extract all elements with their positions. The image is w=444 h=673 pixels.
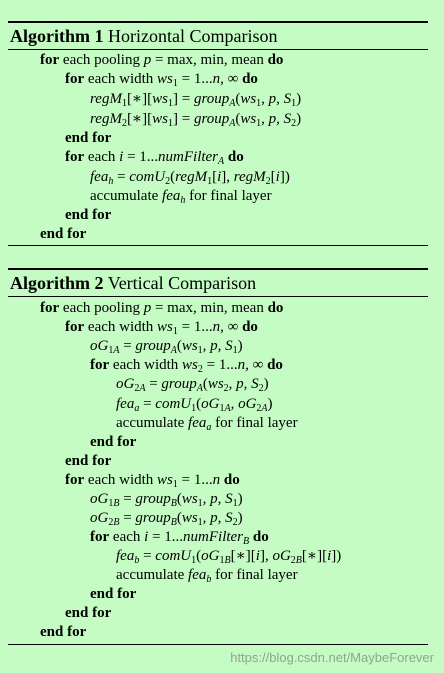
title-rule <box>8 296 428 297</box>
line-code: $oG_{1B}$ = $group_B(ws_1$, p, $S_1$) <box>90 491 243 509</box>
line-code: accumulate fea$_h$ for final layer <box>90 188 272 206</box>
line-code: $oG_{2B}$ = $group_B(ws_1$, p, $S_2$) <box>90 510 243 528</box>
line-code: end for <box>65 207 112 223</box>
bottom-rule <box>8 644 428 645</box>
algorithm-1-label: Algorithm 1 <box>10 26 104 46</box>
line-code: accumulate fea$_b$ for final layer <box>116 567 298 585</box>
line-code: for each width $ws_1 = 1...n$, ∞ do <box>65 319 258 337</box>
line-code: end for <box>90 586 137 602</box>
line-code: end for <box>90 434 137 450</box>
line-code: for each i = 1...numFilter$_A$ do <box>65 149 244 167</box>
line-code: accumulate fea$_a$ for final layer <box>116 415 298 433</box>
line-code: end for <box>65 605 112 621</box>
algorithm-2-label: Algorithm 2 <box>10 273 104 293</box>
algorithm-2-box <box>8 268 428 646</box>
line-code: end for <box>40 624 87 640</box>
line-code: fea$_h$ = comU$_2$(regM$_1$[i], regM$_2$[i]) <box>90 169 290 187</box>
line-code: $fea_b = comU_1(oG_{1B}[∗][i]$, $oG_{2B}[∗][i]$) <box>116 548 342 566</box>
algorithm-1-heading <box>8 23 428 49</box>
line-code: $oG_{1A}$ = $group_A(ws_1$, p, $S_1$) <box>90 338 243 356</box>
line-code: end for <box>40 226 87 242</box>
title-rule <box>8 49 428 50</box>
line-code: for each pooling p = max, min, mean do <box>40 52 284 68</box>
algorithm-1-box <box>8 21 428 246</box>
line-code: for each pooling p = max, min, mean do <box>40 300 284 316</box>
line-code: for each width $ws_1 = 1...n$ do <box>65 472 240 490</box>
line-code: end for <box>65 453 112 469</box>
watermark: https://blog.csdn.net/MaybeForever <box>230 650 434 665</box>
bottom-rule <box>8 245 428 246</box>
line-code: $regM_2[∗][ws_1]$ = $group_A(ws_1$, p, $S_2$) <box>90 111 302 129</box>
line-code: for each width $ws_1 = 1...n$, ∞ do <box>65 71 258 89</box>
line-code: end for <box>65 130 112 146</box>
line-code: for each width $ws_2 = 1...n$, ∞ do <box>90 357 283 375</box>
algorithm-1-title: Horizontal Comparison <box>108 26 278 46</box>
line-code: $fea_a = comU_1(oG_{1A}$, $oG_{2A}$) <box>116 396 273 414</box>
algorithm-2-title: Vertical Comparison <box>107 273 257 293</box>
algorithm-2-heading <box>8 270 428 296</box>
line-code: $oG_{2A}$ = $group_A(ws_2$, p, $S_2$) <box>116 376 269 394</box>
line-code: $regM_1[∗][ws_1]$ = $group_A(ws_1$, p, $S_1$) <box>90 91 302 109</box>
line-code: for each i = 1...numFilter$_B$ do <box>90 529 269 547</box>
